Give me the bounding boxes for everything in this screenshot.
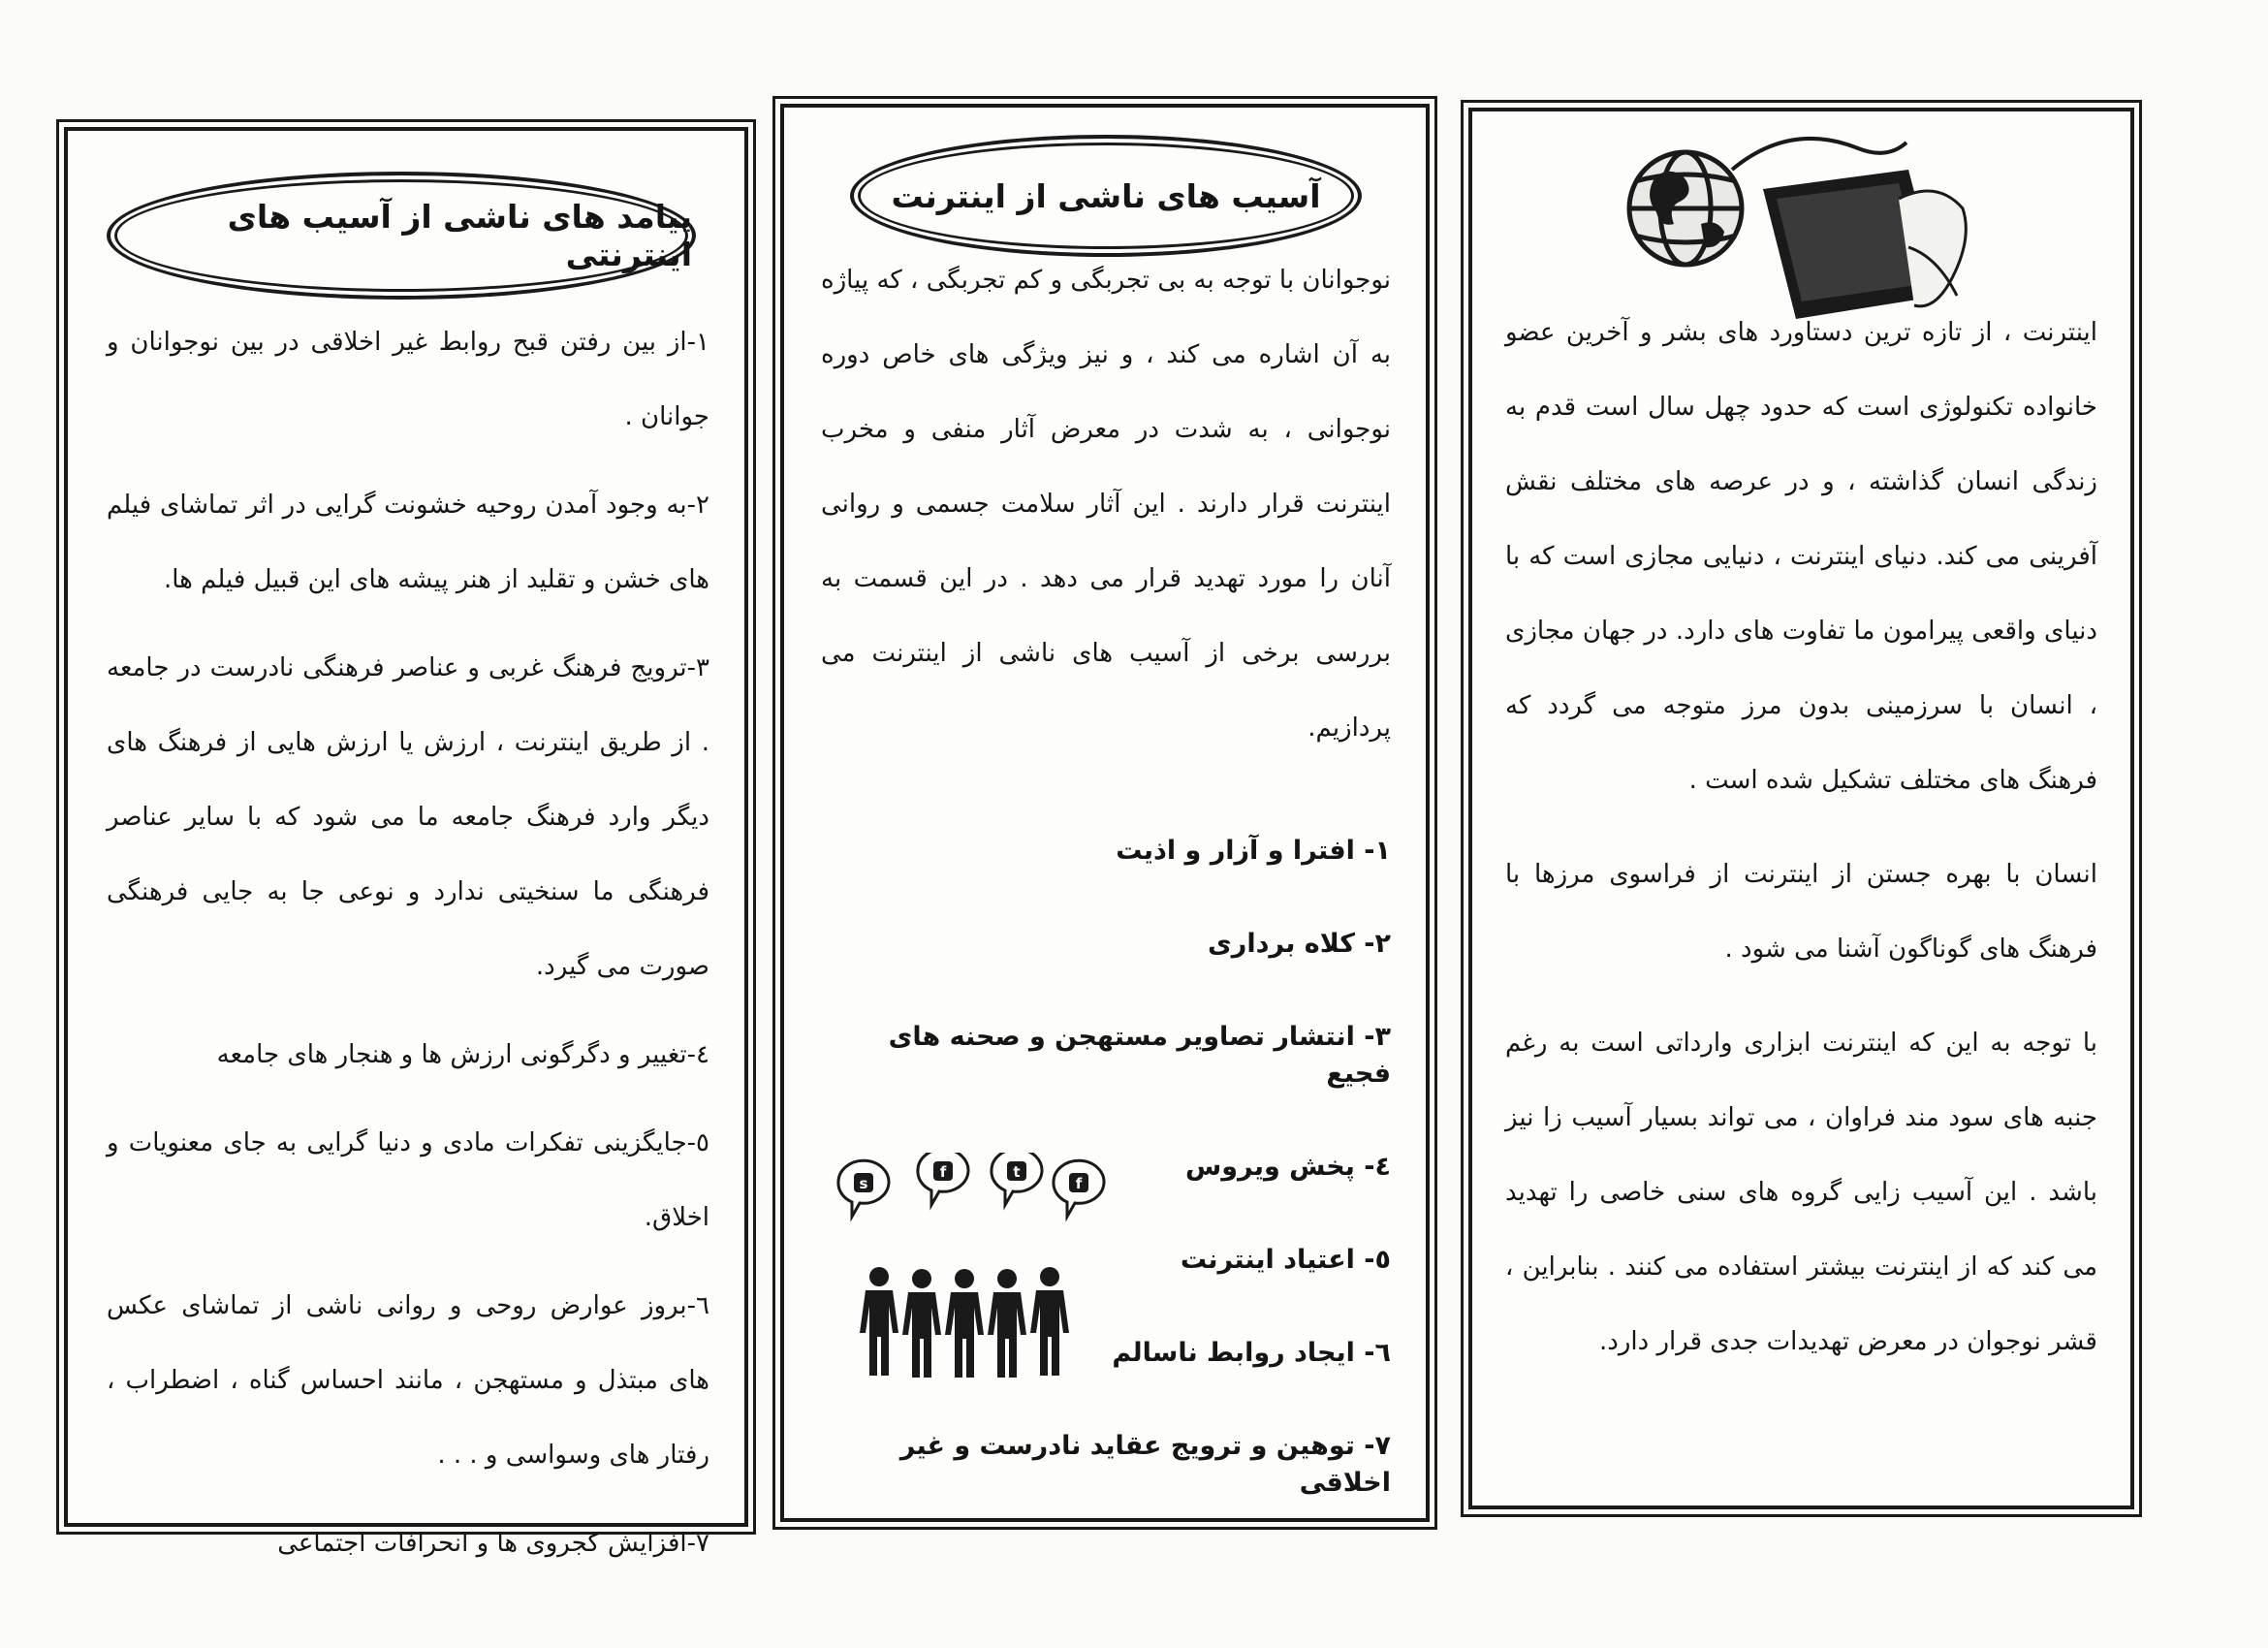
consequences-list <box>107 305 709 1595</box>
intro-text <box>1505 296 2097 1399</box>
harm-item-5: ٥- اعتیاد اینترنت <box>1180 1245 1391 1275</box>
consequence-item-7: ۷-افزایش کجروی ها و انحرافات اجتماعی <box>277 1529 709 1558</box>
social-network-people-icon <box>825 1153 1116 1385</box>
consequence-item-4: ٤-تغییر و دگرگونی ارزش ها و هنجار های جامعه <box>216 1040 709 1069</box>
intro-panel <box>1468 108 2134 1509</box>
consequence-item-6: ٦-بروز عوارض روحی و روانی ناشی از تماشای عکس های مبتذل و مستهجن ، مانند احساس گناه ، اضطراب ، رفتار های وسواسی و . . . <box>107 1291 709 1470</box>
harms-intro: نوجوانان با توجه به بی تجربگی و کم تجربگی ، که پیاژه به آن اشاره می کند ، و نیز ویژگی های خاص دوره نوجوانی ، به شدت در معرض آثار منفی و مخرب اینترنت قرار دارند . این آثار سلامت جسمی و روانی آنان را مورد تهدید قرار می دهد . در این قسمت به بررسی برخی از آسیب های ناشی از اینترنت می پردازیم. <box>821 266 1391 743</box>
consequence-item-1: ۱-از بین رفتن قبح روابط غیر اخلاقی در بین نوجوانان و جوانان . <box>107 328 709 431</box>
bubble-letter-3: t <box>1013 1163 1021 1181</box>
consequences-panel <box>64 127 748 1558</box>
intro-paragraph-3: با توجه به این که اینترنت ابزاری وارداتی است به رغم جنبه های سود مند فراوان ، می تواند بسیار آسیب زا نیز باشد . این آسیب زایی گروه های سنی خاصی را تهدید می کند که از اینترنت بیشتر استفاده می کنند . بنابراین ، قشر نوجوان در معرض تهدیدات جدی قرار دارد. <box>1505 1029 2097 1356</box>
harm-item-6: ٦- ایجاد روابط ناسالم <box>1112 1338 1391 1368</box>
harms-panel <box>780 104 1430 1522</box>
consequence-item-2: ۲-به وجود آمدن روحیه خشونت گرایی در اثر تماشای فیلم های خشن و تقلید از هنر پیشه های این قبیل فیلم ها. <box>107 491 709 594</box>
bubble-letter-4: f <box>1075 1175 1083 1192</box>
consequence-item-5: ٥-جایگزینی تفکرات مادی و دنیا گرایی به جای معنویات و اخلاق. <box>107 1128 709 1232</box>
consequence-item-3: ۳-ترویج فرهنگ غربی و عناصر فرهنگی نادرست در جامعه . از طریق اینترنت ، ارزش یا ارزش هایی از فرهنگ های دیگر وارد فرهنگ جامعه ما می شود که با سایر عناصر فرهنگی ما سنخیتی ندارد و نوعی جا به جایی فرهنگی صورت می گیرد. <box>107 653 709 981</box>
harm-item-7: ۷- توهین و ترویج عقاید نادرست و غیر اخلاقی <box>899 1431 1391 1498</box>
intro-paragraph-2: انسان با بهره جستن از اینترنت از فراسوی مرزها با فرهنگ های گوناگون آشنا می شود . <box>1505 860 2097 964</box>
bubble-letter-1: s <box>859 1175 868 1192</box>
harm-item-4: ٤- پخش ویروس <box>1184 1152 1391 1182</box>
harm-item-1: ۱- افترا و آزار و اذیت <box>1116 836 1391 866</box>
harm-item-2: ۲- کلاه برداری <box>1208 929 1391 959</box>
harms-title: آسیب های ناشی از اینترنت <box>850 135 1362 257</box>
consequences-title: پیامد های ناشی از آسیب های اینترنتی <box>107 172 696 300</box>
bubble-letter-2: f <box>939 1163 947 1181</box>
intro-paragraph-1: اینترنت ، از تازه ترین دستاورد های بشر و آخرین عضو خانواده تکنولوژی است که حدود چهل سال است قدم به زندگی انسان گذاشته ، و در عرصه های مختلف نقش آفرینی می کند. دنیای اینترنت ، دنیایی مجازی است که با دنیای واقعی پیرامون ما تفاوت های دارد. در جهان مجازی ، انسان با سرزمینی بدون مرز متوجه می گردد که فرهنگ های مختلف تشکیل شده است . <box>1505 318 2097 795</box>
harm-item-3: ۳- انتشار تصاویر مستهجن و صحنه های فجیع <box>888 1022 1391 1089</box>
